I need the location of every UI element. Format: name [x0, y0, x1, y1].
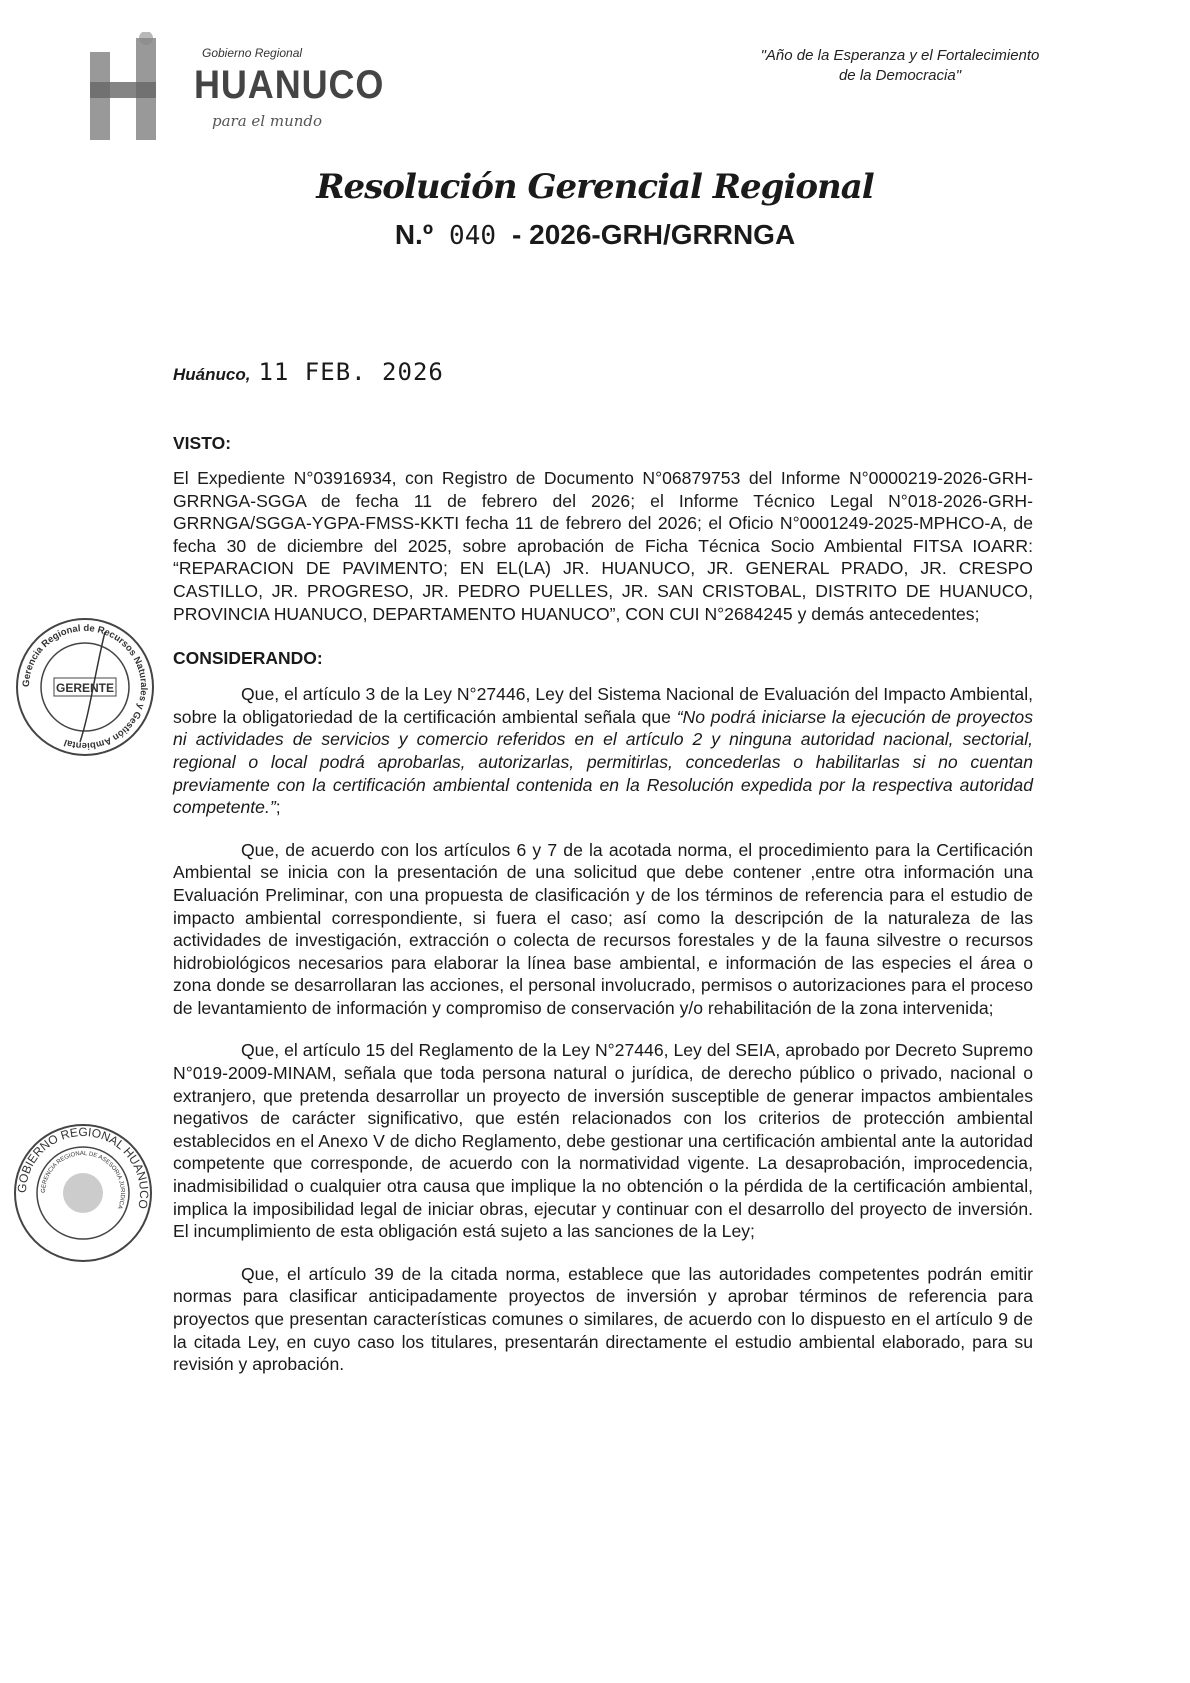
- p2-text: Que, de acuerdo con los artículos 6 y 7 de la acotada norma, el procedimiento para la Certificación Ambiental se inicia con la presentación de una solicitud que debe contener ,entre otra información una Evaluación Preliminar, con una propuesta de clasificación y de los términos de referencia para el estudio de impacto ambiental correspondiente, si fuera el caso; así como la descripción de la naturaleza de las actividades de investigación, extracción o colecta de recursos forestales y de la fauna silvestre o recursos hidrobiológicos necesarios para elaborar la línea base ambiental, e información de las especies el área o zona donde se desarrollaran las acciones, el personal involucrado, permisos o autorizaciones para el proceso de levantamiento de información y compromiso de conservación y/o rehabilitación de la zona intervenida;: [173, 839, 1033, 1018]
- gerente-seal-stamp: [10, 612, 160, 762]
- gobierno-regional-logo: [82, 32, 385, 142]
- number-prefix: N.º: [394, 219, 434, 250]
- stamp2-ring-text: GOBIERNO REGIONAL HUANUCO: [14, 1124, 152, 1210]
- place-date: [173, 358, 444, 386]
- logo-tagline: para el mundo: [212, 112, 323, 130]
- p4-text: Que, el artículo 39 de la citada norma, establece que las autoridades competentes podrán emitir normas para clasificar anticipadamente proyectos de inversión y aprobar términos de referencia para proyectos que presentan características comunes o similares, de acuerdo con lo dispuesto en el artículo 9 de la citada Ley, en cuyo caso los titulares, presentarán directamente el estudio ambiental elaborado, para su revisión y aprobación.: [173, 1263, 1033, 1375]
- considerando-heading: CONSIDERANDO:: [173, 648, 323, 669]
- logo-text-gobierno: Gobierno Regional: [202, 46, 303, 60]
- considerando-paragraph-3: [173, 1039, 1033, 1242]
- resolution-number: [0, 218, 1190, 253]
- number-suffix: - 2026-GRH/GRRNGA: [512, 219, 796, 250]
- p1-end: ;: [275, 797, 281, 818]
- considerando-paragraph-1: [173, 683, 1033, 819]
- stamp1-center: GERENTE: [55, 681, 115, 695]
- considerando-paragraph-4: [173, 1263, 1033, 1376]
- motto-line-2: de la Democracia": [838, 67, 962, 84]
- stamp2-inner-text: GERENCIA REGIONAL DE ASESORIA JURIDICA: [40, 1150, 126, 1210]
- p1-quote: “No podrá iniciarse la ejecución de proyectos ni actividades de servicios y comercio referidos en el artículo 2 y ninguna autoridad nacional, sectorial, regional o local podrá aprobarlas, autorizarlas, permitirlas, concederlas o habilitarlas si no cuentan previamente con la certificación ambiental contenida en la Resolución expedida por la respectiva autoridad competente.”: [173, 706, 1034, 818]
- document-title: Resolución Gerencial Regional: [316, 167, 874, 207]
- logo-text-huanuco: HUANUCO: [194, 63, 385, 107]
- stamp1-ring-text: Gerencia Regional de Recursos Naturales y Gestión Ambiental: [20, 622, 150, 752]
- motto-line-1: "Año de la Esperanza y el Fortalecimiento: [760, 47, 1040, 64]
- asesoria-juridica-seal-stamp: [8, 1118, 158, 1268]
- p3-text: Que, el artículo 15 del Reglamento de la Ley N°27446, Ley del SEIA, aprobado por Decreto Supremo N°019-2009-MINAM, señala que toda persona natural o jurídica, de derecho público o privado, nacional o extranjero, que pretenda desarrollar un proyecto de inversión susceptible de generar impactos ambientales negativos de carácter significativo, que estén relacionados con los criterios de protección ambiental establecidos en el Anexo V de dicho Reglamento, debe gestionar una certificación ambiental ante la autoridad competente que corresponde, de acuerdo con la normatividad vigente. La desaprobación, improcedencia, inadmisibilidad o cualquier otra causa que implique la no obtención o la pérdida de la certificación ambiental, implica la imposibilidad legal de iniciar obras, ejecutar y continuar con el desarrollo del proyecto de inversión. El incumplimiento de esta obligación está sujeto a las sanciones de la Ley;: [173, 1040, 1033, 1242]
- visto-heading: VISTO:: [173, 433, 232, 453]
- document-body: [173, 432, 1033, 1376]
- place: Huánuco,: [173, 365, 251, 384]
- date-stamp: 11 FEB. 2026: [258, 358, 444, 386]
- number-value: 040: [449, 221, 497, 251]
- visto-paragraph: El Expediente N°03916934, con Registro de Documento N°06879753 del Informe N°0000219-2026-GRH-GRRNGA-SGGA de fecha 11 de febrero del 2026; el Informe Técnico Legal N°018-2026-GRH-GRRNGA/SGGA-YGPA-FMSS-KKTI fecha 11 de febrero del 2026; el Oficio N°0001249-2025-MPHCO-A, de fecha 30 de diciembre del 2025, sobre aprobación de Ficha Técnica Socio Ambiental FITSA IOARR: “REPARACION DE PAVIMENTO; EN EL(LA) JR. HUANUCO, JR. GENERAL PRADO, JR. CRESPO CASTILLO, JR. PROGRESO, JR. PEDRO PUELLES, JR. SAN CRISTOBAL, DISTRITO DE HUANUCO, PROVINCIA HUANUCO, DEPARTAMENTO HUANUCO”, CON CUI N°2684245 y demás antecedentes;: [173, 468, 1033, 624]
- p1-start: Que, el artículo 3 de la Ley N°27446, Ley del Sistema Nacional de Evaluación del Impacto Ambiental, sobre la obligatoriedad de la certificación ambiental señala que: [173, 684, 1033, 727]
- considerando-paragraph-2: [173, 839, 1033, 1020]
- stamp2-emblem-icon: [63, 1173, 103, 1213]
- year-motto: [690, 46, 1110, 86]
- logo-h-emblem-icon: [82, 32, 164, 142]
